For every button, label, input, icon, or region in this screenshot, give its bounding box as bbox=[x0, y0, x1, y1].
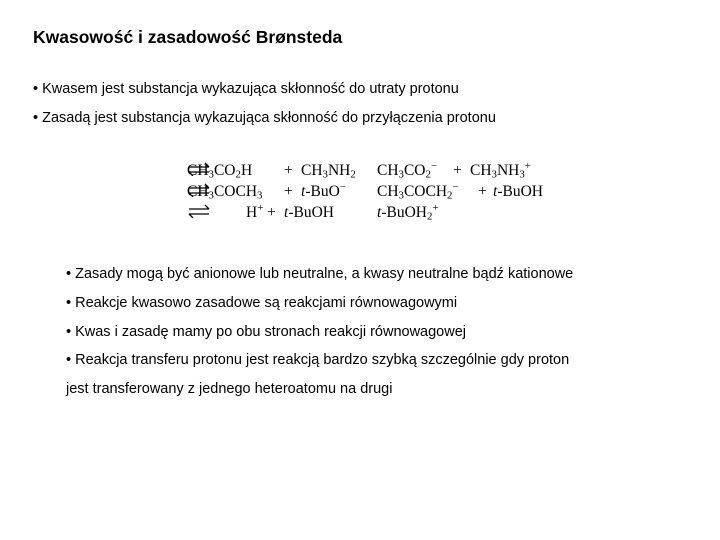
bullet-proton-transfer-continuation: jest transferowany z jednego heteroatomu na drugi bbox=[66, 381, 393, 397]
bullet-acid-definition: • Kwasem jest substancja wykazująca skłonność do utraty protonu bbox=[33, 81, 459, 97]
eq2-reactant-2: t-BuO− bbox=[301, 181, 346, 200]
bullet-equilibrium-reactions: • Reakcje kwasowo zasadowe są reakcjami równowagowymi bbox=[66, 295, 458, 311]
equation-row-2 bbox=[187, 181, 543, 203]
equation-row-3 bbox=[187, 202, 439, 224]
eq2-reactant-1: $CH_3COCH_3$ bbox=[187, 183, 263, 202]
eq3-reactant-2: t-BuOH bbox=[284, 204, 334, 221]
bullet-base-definition: • Zasadą jest substancja wykazująca skłonność do przyłączenia protonu bbox=[33, 110, 496, 126]
eq1-plus-1: + bbox=[284, 162, 293, 179]
bullet-acid-base-both-sides: • Kwas i zasadę mamy po obu stronach reakcji równowagowej bbox=[66, 324, 466, 340]
equations-block bbox=[187, 160, 567, 226]
slide-title: Kwasowość i zasadowość Brønsteda bbox=[33, 27, 343, 47]
equilibrium-arrows-icon bbox=[187, 204, 211, 218]
bullet-proton-transfer-fast: • Reakcja transferu protonu jest reakcją bardzo szybką szczególnie gdy proton bbox=[66, 352, 570, 368]
eq3-plus-1: + bbox=[267, 204, 276, 221]
eq1-product-1: $CH_3CO_2^-$ bbox=[377, 160, 438, 181]
equation-row-1 bbox=[187, 160, 531, 182]
eq2-product-2: t-BuOH bbox=[493, 183, 543, 200]
eq2-plus-1: + bbox=[284, 183, 293, 200]
eq3-product-1: t-BuOH$_2$+ bbox=[377, 202, 439, 223]
eq2-product-1: $CH_3COCH_2^-$ bbox=[377, 181, 459, 202]
eq1-plus-2: + bbox=[453, 162, 462, 179]
eq2-plus-2: + bbox=[478, 183, 487, 200]
bullet-bases-types: • Zasady mogą być anionowe lub neutralne, a kwasy neutralne bądź kationowe bbox=[66, 266, 574, 282]
eq1-reactant-1: $CH_3CO_2H$ bbox=[187, 162, 253, 181]
eq3-reactant-1: H+ bbox=[246, 202, 264, 221]
eq1-product-2: $CH_3NH_3^+$ bbox=[470, 160, 531, 181]
eq1-reactant-2: $CH_3NH_2$ bbox=[301, 162, 356, 181]
